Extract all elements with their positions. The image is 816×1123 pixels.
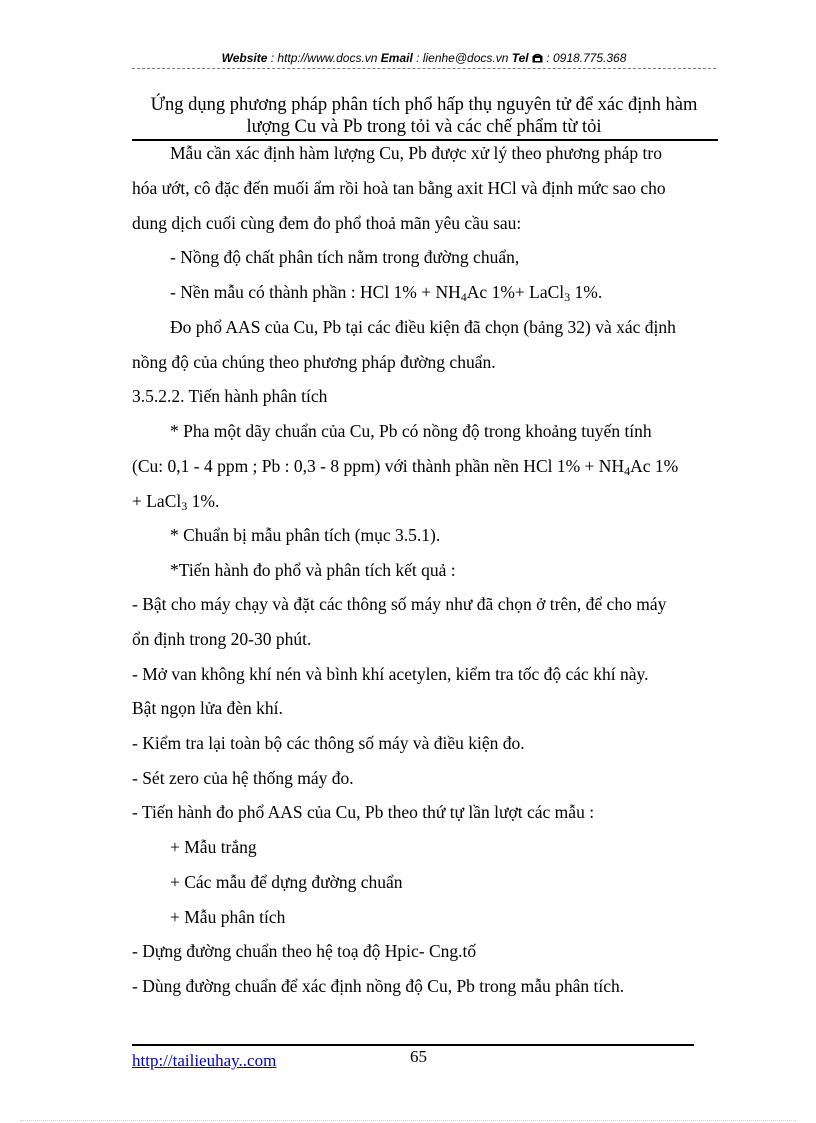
page-bottom-divider: [20, 1120, 796, 1121]
document-title: [132, 94, 716, 138]
step-line: ổn định trong 20-30 phút.: [132, 629, 312, 649]
text-run: (Cu: 0,1 - 4 ppm ; Pb : 0,3 - 8 ppm) với thành phần nền HCl 1% + NH: [132, 456, 625, 476]
text-run: + LaCl: [132, 491, 182, 511]
email-value[interactable]: : lienhe@docs.vn: [412, 51, 512, 65]
email-label: Email: [380, 51, 413, 65]
header-divider: [132, 68, 716, 69]
footer-link[interactable]: http://tailieuhay..com: [132, 1051, 277, 1070]
text-run: - Nền mẫu có thành phần : HCl 1% + NH: [170, 282, 461, 302]
step-line: - Kiểm tra lại toàn bộ các thông số máy và điều kiện đo.: [132, 733, 525, 753]
text-run: Ac 1%: [630, 456, 679, 476]
step-line: - Bật cho máy chạy và đặt các thông số máy như đã chọn ở trên, để cho máy: [132, 594, 667, 614]
subscript: 4: [624, 464, 631, 478]
section-heading: 3.5.2.2. Tiến hành phân tích: [132, 386, 328, 406]
paragraph-line: hóa ướt, cô đặc đến muối ẩm rồi hoà tan bằng axit HCl và định mức sao cho: [132, 178, 666, 198]
step-line: - Mở van không khí nén và bình khí acetylen, kiểm tra tốc độ các khí này.: [132, 664, 649, 684]
title-divider: [132, 139, 718, 141]
requirement-line: [170, 281, 602, 303]
phone-icon: [532, 52, 543, 63]
subscript: 3: [564, 290, 571, 304]
title-line-2: lượng Cu và Pb trong tỏi và các chế phẩm từ tỏi: [246, 117, 602, 137]
paragraph-line: [132, 490, 219, 512]
step-line: - Dựng đường chuẩn theo hệ toạ độ Hpic- Cng.tố: [132, 941, 477, 961]
paragraph-line: [132, 455, 678, 477]
list-item: + Các mẫu để dựng đường chuẩn: [170, 872, 403, 892]
list-item: + Mẫu trắng: [170, 837, 257, 857]
paragraph-line: * Pha một dãy chuẩn của Cu, Pb có nồng độ trong khoảng tuyến tính: [170, 421, 652, 441]
title-line-1: Ứng dụng phương pháp phân tích phổ hấp thụ nguyên tử để xác định hàm: [150, 95, 698, 115]
text-run: 1%.: [570, 282, 603, 302]
step-line: - Dùng đường chuẩn để xác định nồng độ Cu, Pb trong mẫu phân tích.: [132, 976, 625, 996]
website-label: Website: [221, 51, 268, 65]
paragraph-line: dung dịch cuối cùng đem đo phổ thoả mãn yêu cầu sau:: [132, 213, 522, 233]
step-line: - Tiến hành đo phổ AAS của Cu, Pb theo thứ tự lần lượt các mẫu :: [132, 802, 595, 822]
paragraph-line: nồng độ của chúng theo phương pháp đường chuẩn.: [132, 352, 496, 372]
step-line: - Sét zero của hệ thống máy đo.: [132, 768, 354, 788]
text-run: Ac 1%+ LaCl: [466, 282, 565, 302]
footer-divider: [132, 1044, 694, 1046]
paragraph-line: Mẫu cần xác định hàm lượng Cu, Pb được xử lý theo phương pháp tro: [170, 143, 662, 163]
text-run: 1%.: [187, 491, 220, 511]
requirement-line: - Nồng độ chất phân tích nằm trong đường chuẩn,: [170, 247, 520, 267]
tel-label: Tel: [511, 51, 529, 65]
page-number: 65: [410, 1047, 427, 1066]
subscript: 4: [460, 290, 467, 304]
page-header: [132, 51, 716, 65]
website-value[interactable]: : http://www.docs.vn: [267, 51, 381, 65]
paragraph-line: *Tiến hành đo phổ và phân tích kết quả :: [170, 560, 456, 580]
paragraph-line: * Chuẩn bị mẫu phân tích (mục 3.5.1).: [170, 525, 441, 545]
step-line: Bật ngọn lửa đèn khí.: [132, 698, 283, 718]
subscript: 3: [181, 499, 188, 513]
tel-value: : 0918.775.368: [542, 51, 627, 65]
paragraph-line: Đo phổ AAS của Cu, Pb tại các điều kiện đã chọn (bảng 32) và xác định: [170, 317, 676, 337]
list-item: + Mẫu phân tích: [170, 907, 286, 927]
